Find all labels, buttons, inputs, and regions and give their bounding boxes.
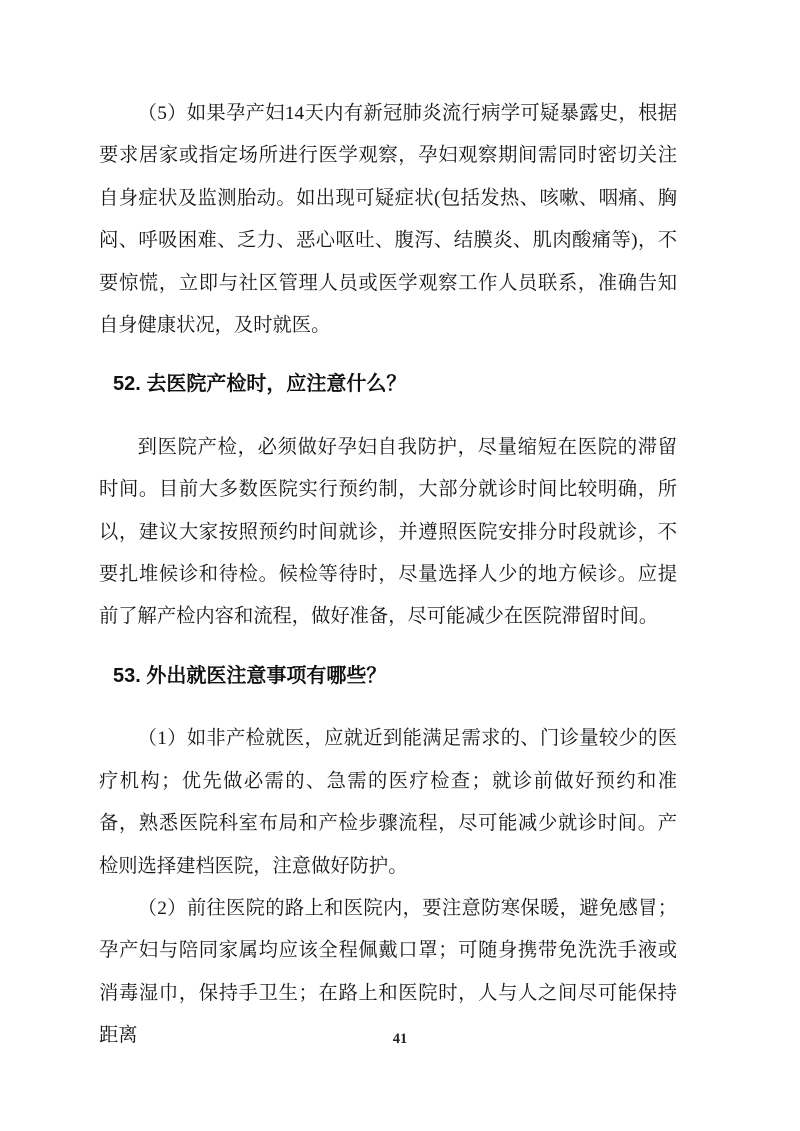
paragraph-question-52-answer: 到医院产检，必须做好孕妇自我防护，尽量缩短在医院的滞留时间。目前大多数医院实行预约制，大部分就诊时间比较明确，所以，建议大家按照预约时间就诊，并遵照医院安排分时段就诊，不要扎堆候诊和待检。候检等待时，尽量选择人少的地方候诊。应提前了解产检内容和流程，做好准备，尽可能减少在医院滞留时间。 [99, 436, 677, 628]
paragraph-item-5: （5）如果孕产妇14天内有新冠肺炎流行病学可疑暴露史，根据要求居家或指定场所进行医学观察，孕妇观察期间需同时密切关注自身症状及监测胎动。如出现可疑症状(包括发热、咳嗽、咽痛、胸闷、呼吸困难、乏力、恶心呕吐、腹泻、结膜炎、肌肉酸痛等)，不要惊慌，立即与社区管理人员或医学观察工作人员联系，准确告知自身健康状况，及时就医。 [99, 103, 677, 337]
paragraph-question-53-item-1: （1）如非产检就医，应就近到能满足需求的、门诊量较少的医疗机构；优先做必需的、急需的医疗检查；就诊前做好预约和准备，熟悉医院科室布局和产检步骤流程，尽可能减少就诊时间。产检则选择建档医院，注意做好防护。 [99, 728, 677, 877]
page-number: 41 [392, 1031, 408, 1047]
page-content [99, 93, 677, 1058]
heading-question-52: 52. 去医院产检时，应注意什么？ [113, 373, 407, 396]
paragraph-question-53-item-2: （2）前往医院的路上和医院内，要注意防寒保暖，避免感冒；孕产妇与陪同家属均应该全程佩戴口罩；可随身携带免洗洗手液或消毒湿巾，保持手卫生；在路上和医院时，人与人之间尽可能保持距离 [99, 897, 677, 1047]
heading-question-53: 53. 外出就医注意事项有哪些？ [113, 664, 387, 687]
